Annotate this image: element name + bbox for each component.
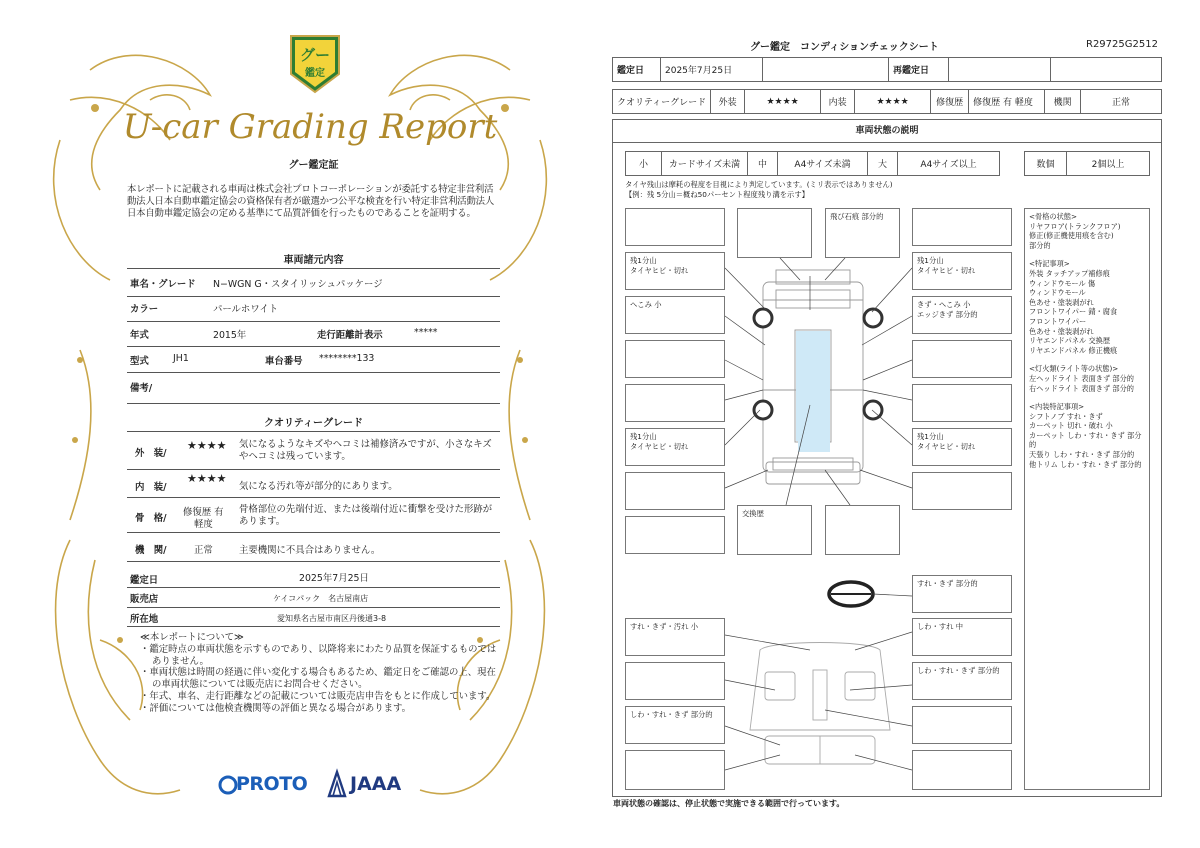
spec-value: ***** (414, 327, 438, 338)
divider (127, 268, 500, 269)
rear-glass (798, 440, 830, 452)
spec-label: 年式 (130, 330, 149, 341)
script-title (122, 98, 498, 154)
note-line: <特記事項> (1029, 259, 1070, 269)
spec-label: 走行距離計表示 (317, 330, 383, 341)
info-row-shop (127, 589, 500, 608)
condition-box (625, 516, 725, 554)
condition-box (912, 472, 1012, 510)
quality-row-interior (127, 472, 500, 498)
quality-row-engine (127, 538, 500, 562)
specs-title: 車両諸元内容 (283, 255, 344, 266)
quality-text: 主要機関に不具合はありません。 (239, 545, 381, 556)
size-desc: A4サイズ未満 (778, 152, 868, 176)
quality-row-exterior (127, 434, 500, 470)
note-line: 右ヘッドライト 表面きず 部分的 (1029, 383, 1134, 393)
note-line: シフトノブ すれ・きず (1029, 411, 1103, 421)
info-label: 販売店 (130, 594, 159, 605)
note-line: <骨格の状態> (1029, 212, 1077, 221)
proto-logo: PROTO (236, 773, 308, 795)
proto-logo-icon (218, 775, 238, 797)
quality-title: クオリティーグレード (264, 418, 363, 429)
spec-label: 車台番号 (265, 356, 303, 367)
note-line: リヤフロア(トランクフロア) (1029, 221, 1121, 231)
condition-box (912, 340, 1012, 378)
note-line: 他トリム しわ・すれ・きず 部分的 (1029, 459, 1142, 469)
info-row-date (127, 568, 500, 588)
size-desc: A4サイズ以上 (898, 152, 1000, 176)
condition-box (625, 384, 725, 422)
note-line: フロントワイパー 錆・腐食 (1029, 307, 1118, 317)
spec-value: ********133 (319, 353, 375, 364)
condition-box (625, 472, 725, 510)
quality-value: 修復歴 有 (183, 507, 224, 518)
quality-text: 気になる汚れ等が部分的にあります。 (239, 481, 398, 492)
condition-box-int-left1: すれ・きず・汚れ 小 (625, 618, 725, 656)
cert-text: 本レポートに記載される車両は株式会社プロトコーポレーションが委託する特定非営利活動法人日本自動車鑑定協会の資格保有者が厳選かつ公平な検査を行い特定非営利活動法人日本自動車鑑定協会の定める基準にて品質評価を行ったものであることを証明する。 (127, 184, 495, 219)
condition-box-tire-fl: 残1分山 タイヤヒビ・切れ (625, 252, 725, 290)
condition-box-tire-rr: 残1分山 タイヤヒビ・切れ (912, 428, 1012, 466)
note-line: 色あせ・塗装剥がれ (1029, 297, 1094, 307)
header-label: 再鑑定日 (889, 58, 949, 82)
info-value: ケイコパック 名古屋南店 (273, 594, 369, 603)
size-desc: カードサイズ未満 (662, 152, 748, 176)
info-value: 愛知県名古屋市南区丹後通3-8 (277, 614, 387, 623)
condition-box (625, 662, 725, 700)
condition-box-rear-swap: 交換歴 (737, 505, 812, 555)
grade-label: 内装 (821, 90, 855, 114)
spec-label: カラー (130, 304, 159, 315)
note-spacer (1029, 393, 1145, 402)
spec-label: 備考/ (130, 383, 153, 394)
grade-label: 機関 (1045, 90, 1081, 114)
condition-box-int-right2: しわ・すれ・きず 部分的 (912, 662, 1012, 700)
roof-glass (796, 331, 830, 441)
spec-label: 型式 (130, 356, 149, 367)
jaaa-logo-icon (327, 770, 347, 798)
note-line: 色あせ・塗装剥がれ (1029, 326, 1094, 336)
condition-box (912, 384, 1012, 422)
spec-row-model (127, 353, 500, 373)
grade-label: 外装 (711, 90, 745, 114)
footer-note: 車両状態の確認は、停止状態で実施できる範囲で行っています。 (613, 799, 845, 808)
condition-box (737, 208, 812, 258)
note-spacer (1029, 250, 1145, 259)
condition-box (912, 706, 1012, 744)
tire-note: タイヤ残山は摩耗の程度を目視により判定しています。(ミリ表示ではありません) (625, 180, 893, 189)
note-line: 外装 タッチアップ補修痕 (1029, 268, 1110, 278)
note-line: リヤエンドパネル 交換歴 (1029, 336, 1111, 346)
note-item: ・車両状態は時間の経過に伴い変化する場合もあるため、鑑定日をご確認の上、現在の車両状態については販売店にお問合せください。 (140, 667, 496, 691)
spec-value: JH1 (173, 353, 189, 364)
size-desc: 2個以上 (1067, 152, 1150, 176)
condition-box (912, 750, 1012, 790)
size-label: 大 (868, 152, 898, 176)
quality-value: 正常 (194, 545, 213, 556)
divider (127, 431, 500, 432)
grade-value: 正常 (1081, 90, 1162, 114)
condition-box (825, 505, 900, 555)
size-label: 中 (748, 152, 778, 176)
svg-text:U-car Grading Report: U-car Grading Report (122, 107, 498, 147)
report-notes (140, 632, 500, 715)
stars-rating: ★★★★ (745, 90, 821, 114)
note-line: リヤエンドパネル 修正機痕 (1029, 345, 1118, 355)
spec-value: 2015年 (213, 330, 247, 341)
note-item: ・評価については他検査機関等の評価と異なる場合があります。 (140, 702, 411, 714)
quality-label: 機 関/ (135, 545, 167, 556)
quality-row-frame (127, 500, 500, 533)
info-label: 所在地 (130, 614, 159, 625)
jaaa-logo: JAAA (350, 773, 402, 795)
info-value: 2025年7月25日 (299, 573, 369, 584)
condition-box-int-right1: しわ・すれ 中 (912, 618, 1012, 656)
quality-text: 気になるようなキズやヘコミは補修済みですが、小さなキズやヘコミは残っています。 (239, 439, 492, 462)
quality-label: 内 装/ (135, 482, 167, 493)
notes-title: ≪本レポートについて≫ (140, 632, 244, 643)
svg-text:鑑定: 鑑定 (305, 68, 325, 79)
note-line: ウィンドウモール (1029, 288, 1086, 298)
header-value: 2025年7月25日 (661, 58, 763, 82)
grade-label: クオリティーグレード (613, 90, 711, 114)
condition-box-int-left2: しわ・すれ・きず 部分的 (625, 706, 725, 744)
note-spacer (1029, 355, 1145, 364)
condition-box-tire-fr: 残1分山 タイヤヒビ・切れ (912, 252, 1012, 290)
info-label: 鑑定日 (130, 575, 159, 586)
note-line: 修正(修正機使用痕を含む) (1029, 231, 1114, 241)
note-line: 天張り しわ・すれ・きず 部分的 (1029, 450, 1135, 460)
stars-rating: ★★★★ (187, 472, 227, 485)
spec-label: 車名・グレード (130, 279, 196, 290)
spec-row-remarks (127, 380, 500, 404)
note-line: カーペット 切れ・破れ 小 (1029, 421, 1113, 431)
grade-label: 修復歴 (931, 90, 969, 114)
quality-label: 骨 格/ (135, 513, 167, 524)
state-title: 車両状態の説明 (612, 119, 1162, 143)
spec-row-year (127, 327, 500, 347)
condition-box-tire-rl: 残1分山 タイヤヒビ・切れ (625, 428, 725, 466)
note-line: カーペット しわ・すれ・きず 部分的 (1029, 430, 1142, 450)
size-label: 小 (626, 152, 662, 176)
stars-rating: ★★★★ (187, 439, 227, 452)
svg-text:グー: グー (299, 46, 331, 64)
condition-check-sheet (600, 0, 1200, 848)
condition-box (625, 750, 725, 790)
quality-value: 軽度 (194, 519, 213, 530)
condition-box (625, 340, 725, 378)
size-label: 数個 (1025, 152, 1067, 176)
header-label: 鑑定日 (613, 58, 661, 82)
note-line: 左ヘッドライト 表面きず 部分的 (1029, 373, 1134, 383)
note-item: ・鑑定時点の車両状態を示すものであり、以降将来にわたり品質を保証するものではありません。 (140, 643, 497, 667)
stars-rating: ★★★★ (855, 90, 931, 114)
spec-value: パールホワイト (213, 304, 279, 315)
grade-value: 修復歴 有 軽度 (969, 90, 1045, 114)
note-line: ウィンドウモール 傷 (1029, 278, 1096, 288)
special-notes-panel (1024, 208, 1150, 790)
quality-label: 外 装/ (135, 448, 167, 459)
goo-badge-icon (287, 30, 343, 98)
spec-row-color (127, 301, 500, 322)
note-line: <内装特記事項> (1029, 402, 1085, 412)
quality-text: 骨格部位の先端付近、または後端付近に衝撃を受けた形跡があります。 (239, 504, 493, 527)
condition-box (625, 208, 725, 246)
cert-title: グー鑑定証 (288, 160, 339, 171)
note-line: <灯火類(ライト等の状態)> (1029, 364, 1119, 374)
condition-box-steering: すれ・きず 部分的 (912, 575, 1012, 613)
condition-box-top-center: 飛び石痕 部分的 (825, 208, 900, 258)
sheet-id: R29725G2512 (1086, 39, 1158, 50)
sheet-title: グー鑑定 コンディションチェックシート (750, 42, 939, 53)
tire-note: 【例：残 5分山＝概ね50パーセント程度残り溝を示す】 (625, 190, 809, 199)
condition-box-right-scratch: きず・へこみ 小 エッジきず 部分的 (912, 296, 1012, 334)
note-item: ・年式、車名、走行距離などの記載については販売店申告をもとに作成しています。 (140, 690, 496, 702)
note-line: フロントワイパー (1029, 316, 1087, 326)
spec-value: N−WGN G・スタイリッシュパッケージ (213, 279, 383, 290)
condition-box-left-dent: へこみ 小 (625, 296, 725, 334)
condition-box (912, 208, 1012, 246)
spec-row-name (127, 276, 500, 297)
note-line: 部分的 (1029, 240, 1051, 250)
info-row-address (127, 609, 500, 627)
